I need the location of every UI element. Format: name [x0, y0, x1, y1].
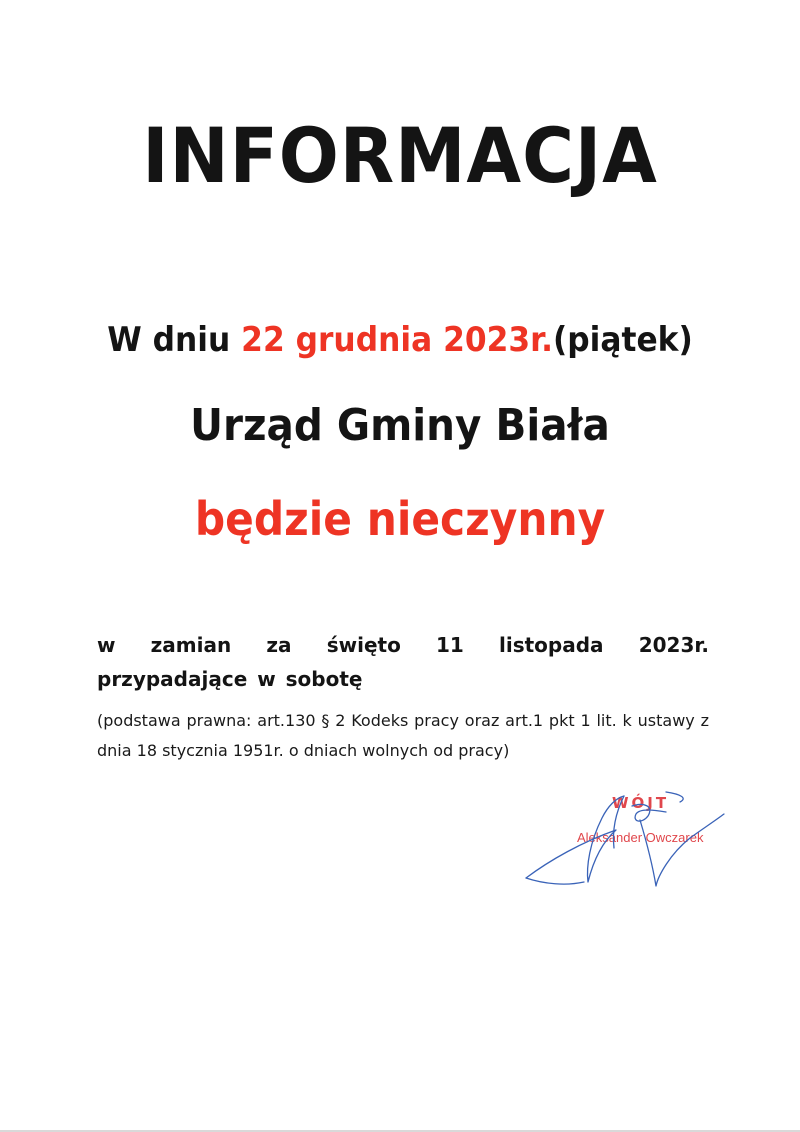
office-name: Urząd Gminy Biała	[190, 400, 610, 451]
official-stamp	[520, 782, 740, 902]
document-title: INFORMACJA	[142, 111, 658, 200]
date-line	[32, 322, 768, 359]
date-prefix: W dniu	[107, 320, 242, 360]
handwritten-signature	[520, 782, 740, 902]
closure-date: 22 grudnia 2023r.	[241, 320, 553, 360]
weekday: (piątek)	[552, 320, 693, 360]
stamp-title: WÓJT	[612, 794, 670, 812]
closure-reason: w zamian za święto 11 listopada 2023r. przypadające w sobotę	[97, 633, 709, 691]
legal-basis: (podstawa prawna: art.130 § 2 Kodeks pracy oraz art.1 pkt 1 lit. k ustawy z dnia 18 stycznia 1951r. o dniach wolnych od pracy)	[97, 711, 709, 760]
closure-status: będzie nieczynny	[194, 492, 606, 546]
stamp-name: Aleksander Owczarek	[577, 830, 704, 845]
